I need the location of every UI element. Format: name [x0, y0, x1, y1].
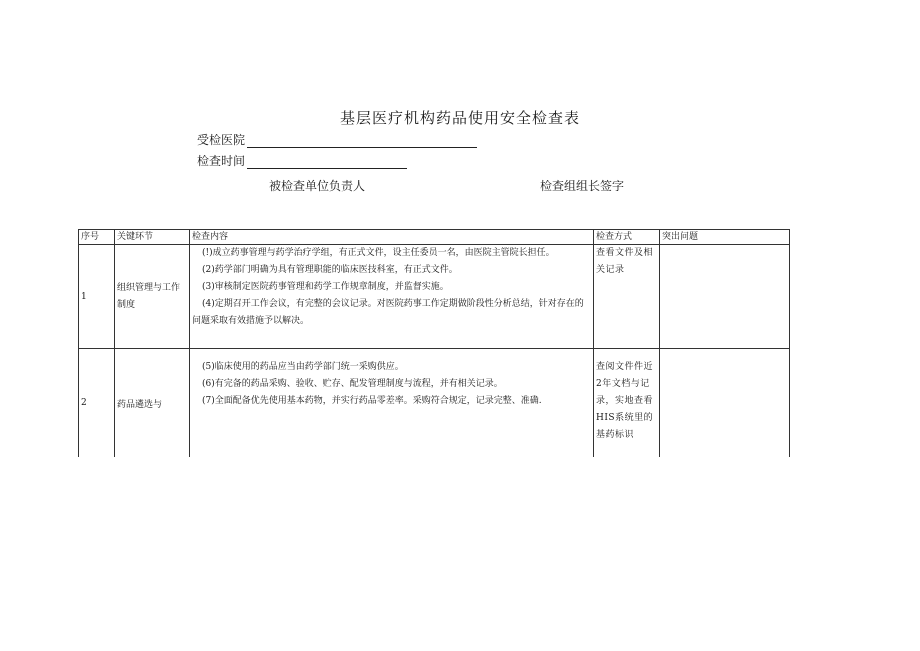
time-label: 检查时间	[197, 154, 246, 168]
unit-head-signature-label: 被检查单位负责人	[269, 179, 366, 193]
content-item: (2)药学部门明确为具有管理职能的临床医技科室，有正式文件。	[202, 265, 458, 275]
row-issues[interactable]	[660, 245, 790, 349]
row-content	[190, 349, 594, 458]
page-title: 基层医疗机构药品使用安全检查表	[339, 109, 580, 127]
header-no: 序号	[79, 230, 115, 245]
header-method: 检查方式	[594, 230, 660, 245]
inspection-table	[78, 229, 790, 457]
hospital-field	[197, 131, 477, 148]
content-item: (3)审核制定医院药事管理和药学工作规章制度，并监督实施。	[202, 282, 449, 292]
content-item: (4)定期召开工作会议，有完整的会议记录。对医院药事工作定期做阶段性分析总结，针对存在的问题采取有效措施予以解决。	[192, 299, 584, 326]
row-stage: 药品遴选与	[115, 349, 190, 458]
hospital-blank-line[interactable]	[247, 133, 477, 148]
row-stage: 组织管理与工作制度	[115, 245, 190, 349]
content-item: (5)临床使用的药品应当由药学部门统一采购供应。	[202, 362, 404, 372]
content-item: (!)成立药事管理与药学治疗学组，有正式文件，设主任委员一名，由医院主管院长担任。	[202, 248, 555, 258]
hospital-label: 受检医院	[197, 133, 246, 147]
time-blank-line[interactable]	[247, 154, 407, 169]
header-content: 检查内容	[190, 230, 594, 245]
row-method: 查阅文件件近2年文档与记录，实地查看HIS系统里的基药标识	[594, 349, 660, 458]
content-item: (7)全面配备优先使用基本药物，并实行药品零差率。采购符合规定，记录完整、准确.	[202, 396, 542, 406]
row-content	[190, 245, 594, 349]
header-issues: 突出问题	[660, 230, 790, 245]
row-issues[interactable]	[660, 349, 790, 458]
row-method: 查看文件及相关记录	[594, 245, 660, 349]
table-row	[79, 349, 790, 458]
header-stage: 关键环节	[115, 230, 190, 245]
table-header-row	[79, 230, 790, 245]
team-leader-signature-label: 检查组组长签字	[540, 179, 625, 193]
table-row	[79, 245, 790, 349]
row-no: 1	[79, 245, 115, 349]
content-item: (6)有完备的药品采购、验收、贮存、配发管理制度与流程，并有相关记录。	[202, 379, 503, 389]
row-no: 2	[79, 349, 115, 458]
time-field	[197, 152, 407, 169]
